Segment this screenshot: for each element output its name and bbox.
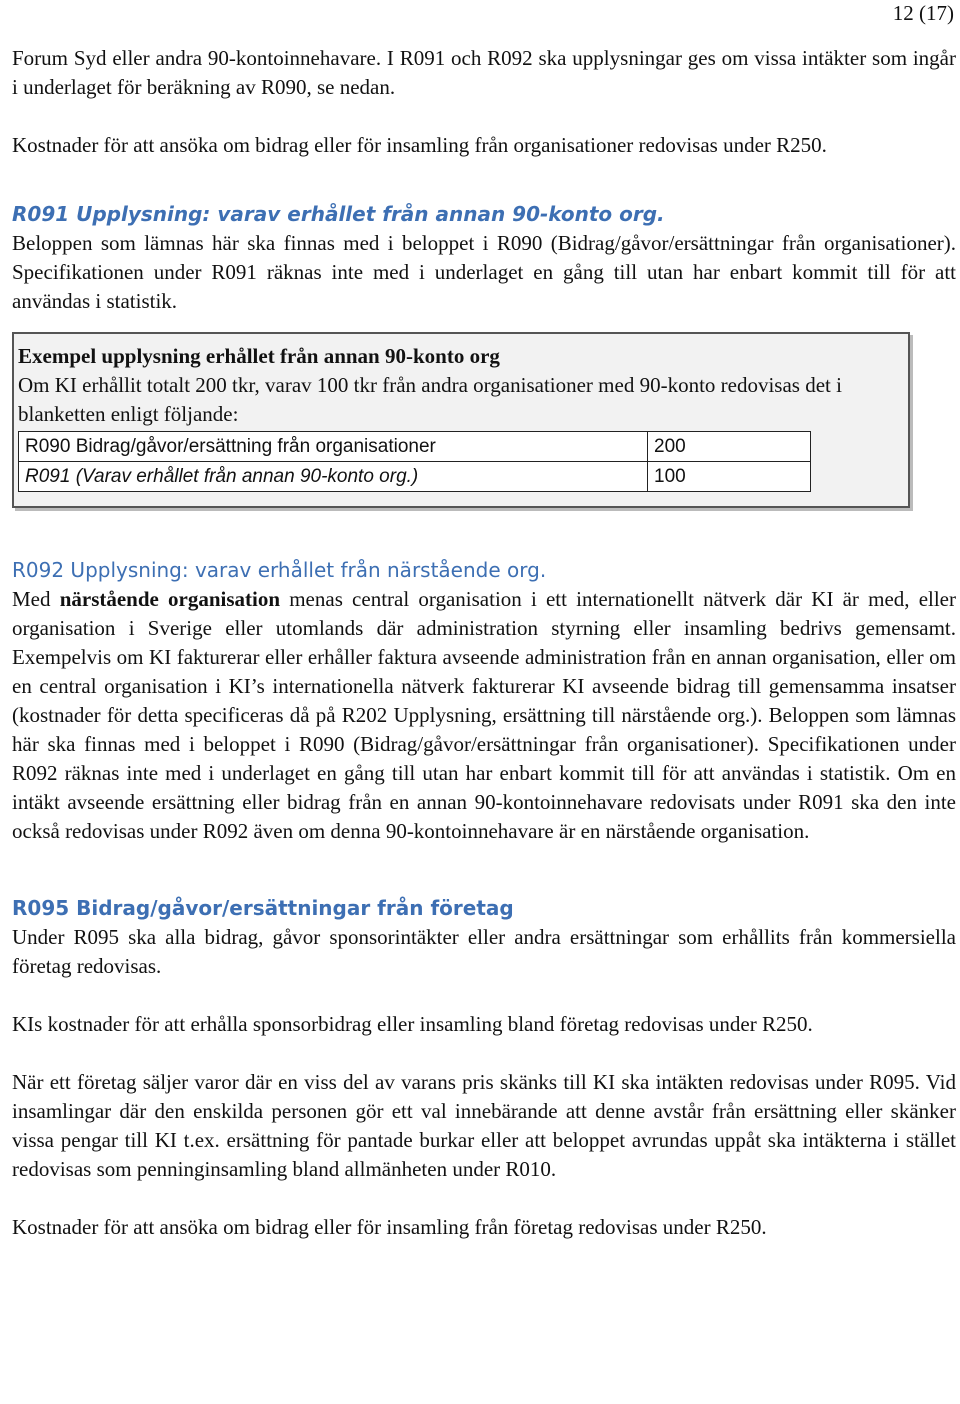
intro-paragraph: Forum Syd eller andra 90-kontoinnehavare. I R091 och R092 ska upplysningar ges om vissa intäkter som ingår i underlaget för beräkning av R090, se nedan. bbox=[12, 46, 956, 99]
table-row bbox=[19, 462, 811, 492]
document-body bbox=[12, 44, 956, 1242]
example-text: Om KI erhållit totalt 200 tkr, varav 100 tkr från andra organisationer med 90-konto redovisas det i blanketten enligt följande: bbox=[18, 373, 842, 426]
table-cell-value: 200 bbox=[648, 432, 811, 462]
r095-paragraph-3: När ett företag säljer varor där en viss del av varans pris skänks till KI ska intäkten redovisas under R095. Vid insamlingar där den enskilda personen gör ett val innebärande att denne avstår från ersättning eller skänker vissa pengar till KI t.ex. ersättning för pantade burkar eller att beloppet avrundas uppåt ska intäkterna i stället redovisas som penninginsamling bland allmänheten under R010. bbox=[12, 1070, 956, 1181]
page-number: 12 (17) bbox=[892, 1, 954, 25]
r092-heading: R092 Upplysning: varav erhållet från närstående org. bbox=[12, 558, 547, 582]
r095-paragraph-1: Under R095 ska alla bidrag, gåvor sponsorintäkter eller andra ersättningar som erhållits från kommersiella företag redovisas. bbox=[12, 925, 956, 978]
table-cell-label: R091 (Varav erhållet från annan 90-konto org.) bbox=[19, 462, 648, 492]
table-row bbox=[19, 432, 811, 462]
r091-paragraph: Beloppen som lämnas här ska finnas med i beloppet i R090 (Bidrag/gåvor/ersättningar från organisationer). Specifikationen under R091 räknas inte med i underlaget en gång till utan har enbart kommit till för att användas i statistik. bbox=[12, 231, 956, 313]
cost-paragraph: Kostnader för att ansöka om bidrag eller för insamling från organisationer redovisas under R250. bbox=[12, 133, 827, 157]
r095-paragraph-2: KIs kostnader för att erhålla sponsorbidrag eller insamling bland företag redovisas under R250. bbox=[12, 1012, 813, 1036]
r092-text-prefix: Med bbox=[12, 587, 60, 611]
example-table bbox=[18, 431, 811, 492]
table-cell-label: R090 Bidrag/gåvor/ersättning från organisationer bbox=[19, 432, 648, 462]
example-title: Exempel upplysning erhållet från annan 90-konto org bbox=[18, 344, 500, 368]
table-cell-value: 100 bbox=[648, 462, 811, 492]
example-box bbox=[12, 332, 910, 508]
r092-text-bold: närstående organisation bbox=[59, 587, 281, 611]
r092-paragraph bbox=[12, 585, 956, 846]
r095-paragraph-4: Kostnader för att ansöka om bidrag eller för insamling från företag redovisas under R250. bbox=[12, 1215, 767, 1239]
r092-text-rest: menas central organisation i ett internationellt nätverk där KI är med, eller organisation i Sverige eller utomlands där administration styrning eller insamling bedrivs gemensamt. Exempelvis om KI fakturerar eller erhåller faktura avseende administration från en annan organisation, eller om en central organisation i KI’s internationella nätverk fakturerar KI avseende bidrag till gemensamma insatser (kostnader för detta specificeras då på R202 Upplysning, ersättning till närstående org.). Beloppen som lämnas här ska finnas med i beloppet i R090 (Bidrag/gåvor/ersättningar från organisationer). Specifikationen under R092 räknas inte med i underlaget en gång till utan har enbart kommit till för att användas i statistik. Om en intäkt avseende ersättning eller bidrag från en annan 90-kontoinnehavare redovisats under R091 ska den inte också redovisas under R092 även om denna 90-kontoinnehavare är en närstående organisation. bbox=[12, 587, 956, 843]
r095-heading: R095 Bidrag/gåvor/ersättningar från företag bbox=[12, 896, 514, 920]
r091-heading: R091 Upplysning: varav erhållet från annan 90-konto org. bbox=[12, 202, 665, 226]
